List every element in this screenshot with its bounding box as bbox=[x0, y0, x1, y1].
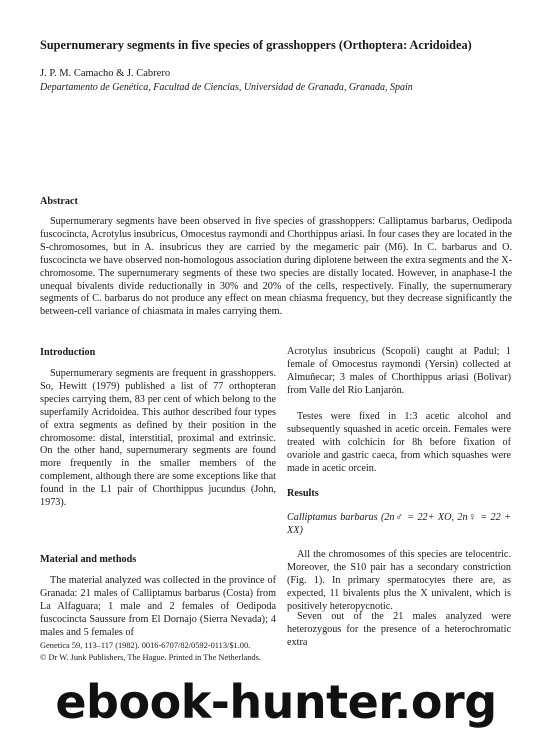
methods-heading: Material and methods bbox=[40, 554, 137, 565]
results-heading: Results bbox=[287, 488, 319, 499]
abstract-body: Supernumerary segments have been observed in five species of grasshoppers: Calliptamus barbarus, Oedipoda fuscocincta, Acrotylus insubricus, Omocestus raymondi and Chorthippus ariasi. In four cases they are located in the S-chromosomes, but in A. insubricus they are carried by the megameric pair (M6). In C. barbarus and O. fuscocincta we have observed non-homologous association during diplotene between the extra segments and the X-chromosome. The supernumerary segments of these two species are distally located. However, in anaphase-I the unequal bivalents divide reductionally in 30% and 20% of the cells, respectively. Finally, the supernumerary segments of C. barbarus do not produce any effect on mean chiasma frequency, but they decrease significantly the between-cell variance of chiasmata in males carrying them. bbox=[40, 216, 512, 318]
introduction-body: Supernumerary segments are frequent in grasshoppers. So, Hewitt (1979) published a list of 77 orthopteran species carrying them, 83 per cent of which belong to the superfamily Acridoidea. This author described four types of extra segments as defined by their position in the chromosome: distal, interstitial, proximal and extrinsic. On the other hand, supernumerary segments are found more frequently in the smaller members of the complement, although there are some exceptions like that found in the L1 pair of Chorthippus jucundus (John, 1973). bbox=[40, 368, 276, 509]
results-para-2: Seven out of the 21 males analyzed were heterozygous for the presence of a heterochromatic extra bbox=[287, 611, 511, 648]
methods-continued: Acrotylus insubricus (Scopoli) caught at Padul; 1 female of Omocestus raymondi (Yersin) collected at Almuñecar; 3 males of Chorthippus ariasi (Bolivar) from Valle del Rio Lanjarón. bbox=[287, 346, 511, 396]
methods-body: The material analyzed was collected in the province of Granada: 21 males of Calliptamus barbarus (Costa) from La Alfaguara; 1 male and 2 females of Oedipoda fuscocincta Saussure from El Dornajo (Sierra Nevada); 4 males and 5 females of bbox=[40, 575, 276, 638]
results-species-line: Calliptamus barbarus (2n♂ = 22+ XO, 2n♀ = 22 + XX) bbox=[287, 512, 511, 536]
paper-title: Supernumerary segments in five species of grasshoppers (Orthoptera: Acridoidea) bbox=[40, 38, 472, 52]
watermark-text: ebook-hunter.org bbox=[55, 675, 497, 729]
results-para-1: All the chromosomes of this species are telocentric. Moreover, the S10 pair has a secondary constriction (Fig. 1). In primary spermatocytes there are, as expected, 11 bivalents plus the X univalent, which is positively heteropycnotic. bbox=[287, 549, 511, 612]
paper-authors: J. P. M. Camacho & J. Cabrero bbox=[40, 68, 171, 79]
footer-publisher: © Dr W. Junk Publishers, The Hague. Printed in The Netherlands. bbox=[40, 653, 261, 662]
footer-citation: Genetica 59, 113–117 (1982). 0016-6707/82/0592-0113/$1.00. bbox=[40, 641, 251, 650]
abstract-heading: Abstract bbox=[40, 196, 78, 207]
introduction-heading: Introduction bbox=[40, 347, 96, 358]
paper-affiliation: Departamento de Genética, Facultad de Ciencias, Universidad de Granada, Granada, Spain bbox=[40, 82, 413, 93]
methods-fixation: Testes were fixed in 1:3 acetic alcohol and subsequently squashed in acetic orcein. Females were treated with colchicin for 8h before fixation of ovariole and gastric caeca, from which squashes were made in acetic orcein. bbox=[287, 411, 511, 474]
